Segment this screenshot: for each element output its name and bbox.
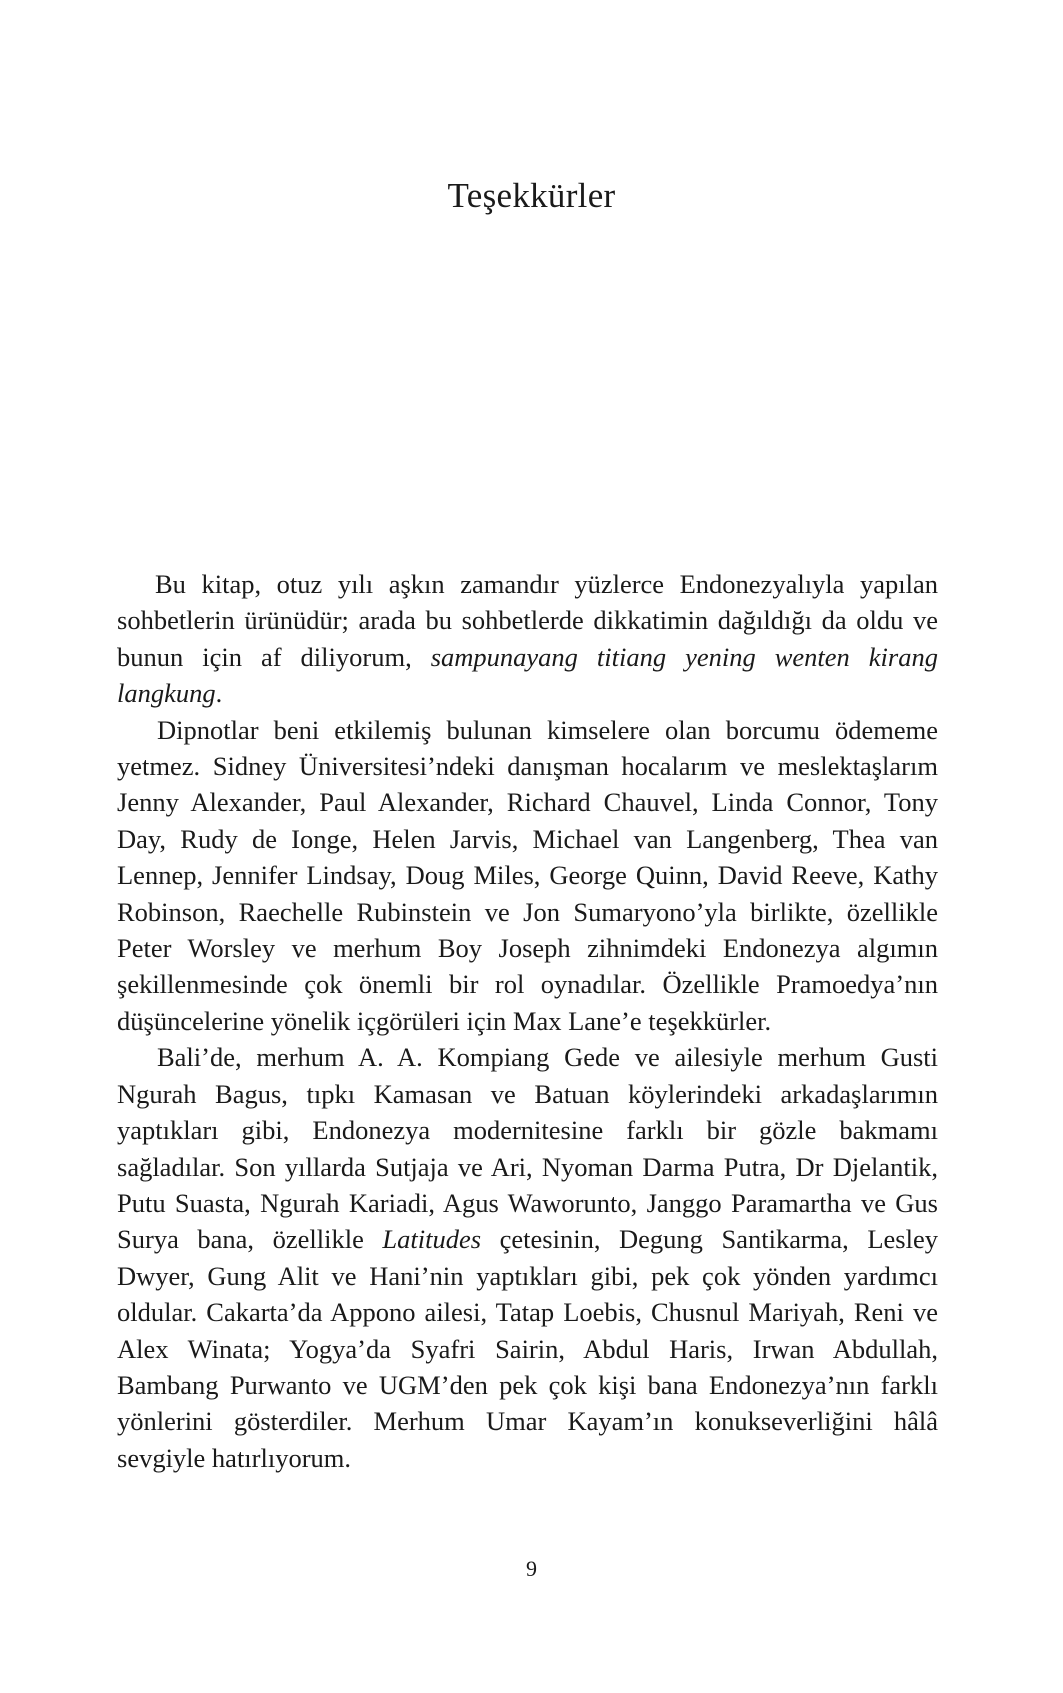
paragraph-3-italic-title: Latitudes (382, 1224, 482, 1255)
paragraph-1-italic-phrase: sampunayang titiang yening wenten kirang langkung (117, 641, 938, 709)
paragraph-3-text-a: Bali’de, merhum A. A. Kompiang Gede ve ailesiyle merhum Gusti Ngurah Bagus, tıpkı Kamasan ve Batuan köylerindeki arkadaşlarımın yaptıkları gibi, Endonezya modernitesine farklı bir gözle bakmamı sağladılar. Son yıllarda Sutjaja ve Ari, Nyoman Darma Putra, Dr Djelantik, Putu Suasta, Ngurah Kariadi, Agus Waworunto, Janggo Paramartha ve Gus Surya bana, özellikle (117, 1042, 938, 1255)
page-title: Teşekkürler (447, 176, 616, 215)
paragraph-3 (117, 1039, 938, 1476)
paragraph-1-text-b: . (215, 678, 223, 709)
paragraph-1-text-a: Bu kitap, otuz yılı aşkın zamandır yüzlerce Endonezyalıyla yapılan sohbetlerin ürünüdür; arada bu sohbetlerde dikkatimin dağıldığı da oldu ve bunun için af diliyorum, (117, 569, 938, 672)
paragraph-2 (117, 712, 938, 1040)
paragraph-2-text: Dipnotlar beni etkilemiş bulunan kimselere olan borcumu ödememe yetmez. Sidney Üniversitesi’ndeki danışman hocalarım ve meslektaşlarım Jenny Alexander, Paul Alexander, Richard Chauvel, Linda Connor, Tony Day, Rudy de Ionge, Helen Jarvis, Michael van Langenberg, Thea van Lennep, Jennifer Lindsay, Doug Miles, George Quinn, David Reeve, Kathy Robinson, Raechelle Rubinstein ve Jon Sumaryono’yla birlikte, özellikle Peter Worsley ve merhum Boy Joseph zihnimdeki Endonezya algımın şekillenmesinde çok önemli bir rol oynadılar. Özellikle Pramoedya’nın düşüncelerine yönelik içgörüleri için Max Lane’e teşekkürler. (117, 714, 938, 1036)
paragraph-3-text-b: çetesinin, Degung Santikarma, Lesley Dwyer, Gung Alit ve Hani’nin yaptıkları gibi, pek çok yönden yardımcı oldular. Cakarta’da Appono ailesi, Tatap Loebis, Chusnul Mariyah, Reni ve Alex Winata; Yogya’da Syafri Sairin, Abdul Haris, Irwan Abdullah, Bambang Purwanto ve UGM’den pek çok kişi bana Endonezya’nın farklı yönlerini gösterdiler. Merhum Umar Kayam’ın konukseverliğini hâlâ sevgiyle hatırlıyorum. (117, 1224, 938, 1473)
paragraph-1 (117, 566, 938, 712)
body-text (117, 566, 938, 1476)
page-number: 9 (526, 1556, 537, 1581)
